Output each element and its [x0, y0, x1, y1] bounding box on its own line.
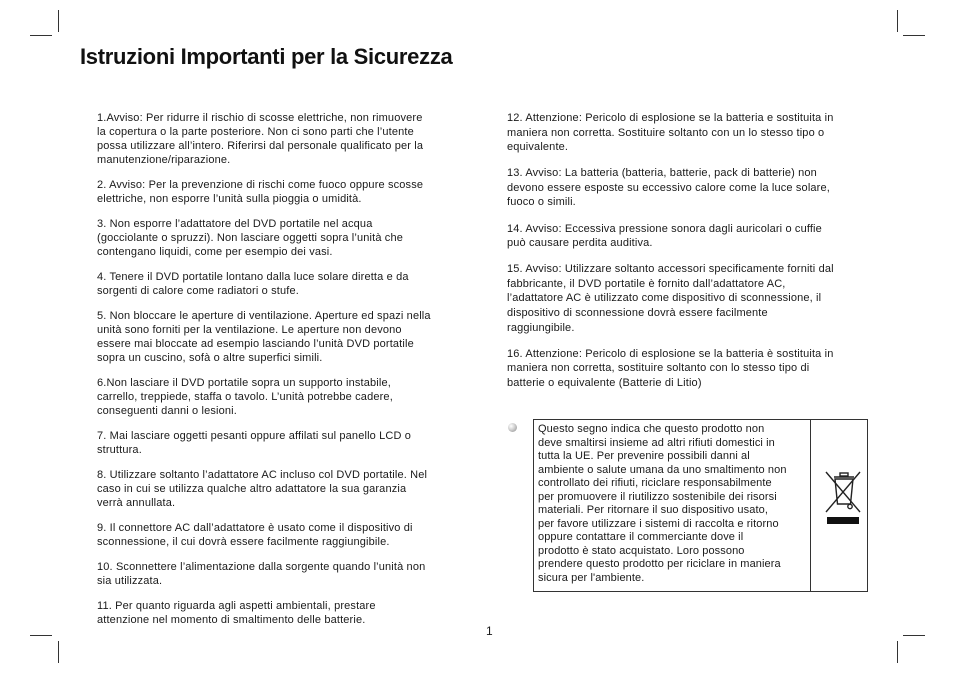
safety-item: 10. Sconnettere l’alimentazione dalla sorgente quando l’unità non sia utilizzata.	[97, 561, 426, 587]
crop-mark	[58, 10, 59, 32]
safety-item: 8. Utilizzare soltanto l’adattatore AC incluso col DVD portatile. Nel caso in cui se utilizza qualche altro adattatore la sua garanzia verrà annullata.	[97, 469, 428, 509]
page-title: Istruzioni Importanti per la Sicurezza	[80, 44, 453, 69]
bullet-dot-icon	[508, 423, 517, 432]
safety-item: 14. Avviso: Eccessiva pressione sonora dagli auricolari o cuffie può causare perdita auditiva.	[507, 222, 822, 250]
safety-item: 5. Non bloccare le aperture di ventilazione. Aperture ed spazi nella unità sono forniti per la ventilazione. Le aperture non devono essere mai bloccate ad esempio lasciando l’unità DVD portatile sopra un cuscino, sofà o altre superfici simili.	[97, 310, 431, 364]
safety-item: 7. Mai lasciare oggetti pesanti oppure affilati sul panello LCD o struttura.	[97, 430, 412, 456]
crop-mark	[58, 641, 59, 663]
safety-item: 6.Non lasciare il DVD portatile sopra un supporto instabile, carrello, treppiede, staffa o tavolo. L’unità potrebbe cadere, conseguenti danni o lesioni.	[97, 377, 393, 417]
safety-item: 9. Il connettore AC dall’adattatore è usato come il dispositivo di sconnessione, il cui dovrà essere facilmente raggiungibile.	[97, 522, 413, 548]
crossed-out-wheelie-bin-icon	[824, 470, 862, 528]
safety-item: 2. Avviso: Per la prevenzione di rischi come fuoco oppure scosse elettriche, non esporre l’unità sulla pioggia o umidità.	[97, 179, 424, 205]
weee-notice-text: Questo segno indica che questo prodotto non deve smaltirsi insieme ad altri rifiuti domestici in tutta la UE. Per prevenire possibili danni al ambiente o salute umana da uno smaltimento non controllato dei rifiuti, riciclare responsabilmente per promuovere il riutilizzo sostenibile dei risorsi materiali. Per ritornare il suo dispositivo usato, per favore utilizzare i sistemi di raccolta e ritorno oppure contattare il commerciante dove il prodotto è stato acquistato. Loro possono prendere questo prodotto per riciclare in maniera sicura per l'ambiente.	[538, 423, 787, 584]
crop-mark	[903, 35, 925, 36]
safety-item: 1.Avviso: Per ridurre il rischio di scosse elettriche, non rimuovere la copertura o la parte posteriore. Non ci sono parti che l’utente possa utilizzare all’intero. Riferirsi dal personale qualificato per la manutenzione/riparazione.	[97, 112, 424, 166]
crop-mark	[897, 10, 898, 32]
page-number: 1	[486, 624, 493, 638]
safety-item: 16. Attenzione: Pericolo di esplosione se la batteria è sostituita in maniera non corretta, sostituire soltanto con lo stesso tipo di batterie o equivalente (Batterie di Litio)	[507, 347, 834, 389]
safety-item: 15. Avviso: Utilizzare soltanto accessori specificamente forniti dal fabbricante, il DVD portatile è fornito dall’adattatore AC, l’adattatore AC è utilizzato come dispositivo di sconnessione, il dispositivo di sconnessione dovrà essere facilmente raggiungibile.	[507, 263, 834, 334]
safety-item: 11. Per quanto riguarda agli aspetti ambientali, prestare attenzione nel momento di smaltimento delle batterie.	[97, 600, 376, 626]
crop-mark	[903, 635, 925, 636]
divider	[810, 420, 811, 591]
crop-mark	[897, 641, 898, 663]
crop-mark	[30, 35, 52, 36]
safety-item: 12. Attenzione: Pericolo di esplosione se la batteria e sostituita in maniera non corretta. Sostituire soltanto con un lo stesso tipo o equivalente.	[507, 112, 834, 154]
safety-item: 13. Avviso: La batteria (batteria, batterie, pack di batterie) non devono essere esposte su eccessivo calore come la luce solare, fuoco o simili.	[507, 167, 830, 209]
crop-mark	[30, 635, 52, 636]
safety-item: 3. Non esporre l’adattatore del DVD portatile nel acqua (gocciolante o spruzzi). Non lasciare oggetti sopra l’unità che contengano liquidi, come per esempio dei vasi.	[97, 218, 403, 258]
safety-list-right	[507, 111, 867, 402]
safety-item: 4. Tenere il DVD portatile lontano dalla luce solare diretta e da sorgenti di calore come radiatori o stufe.	[97, 271, 409, 297]
weee-notice-box	[533, 419, 868, 592]
safety-list-left	[97, 111, 462, 638]
